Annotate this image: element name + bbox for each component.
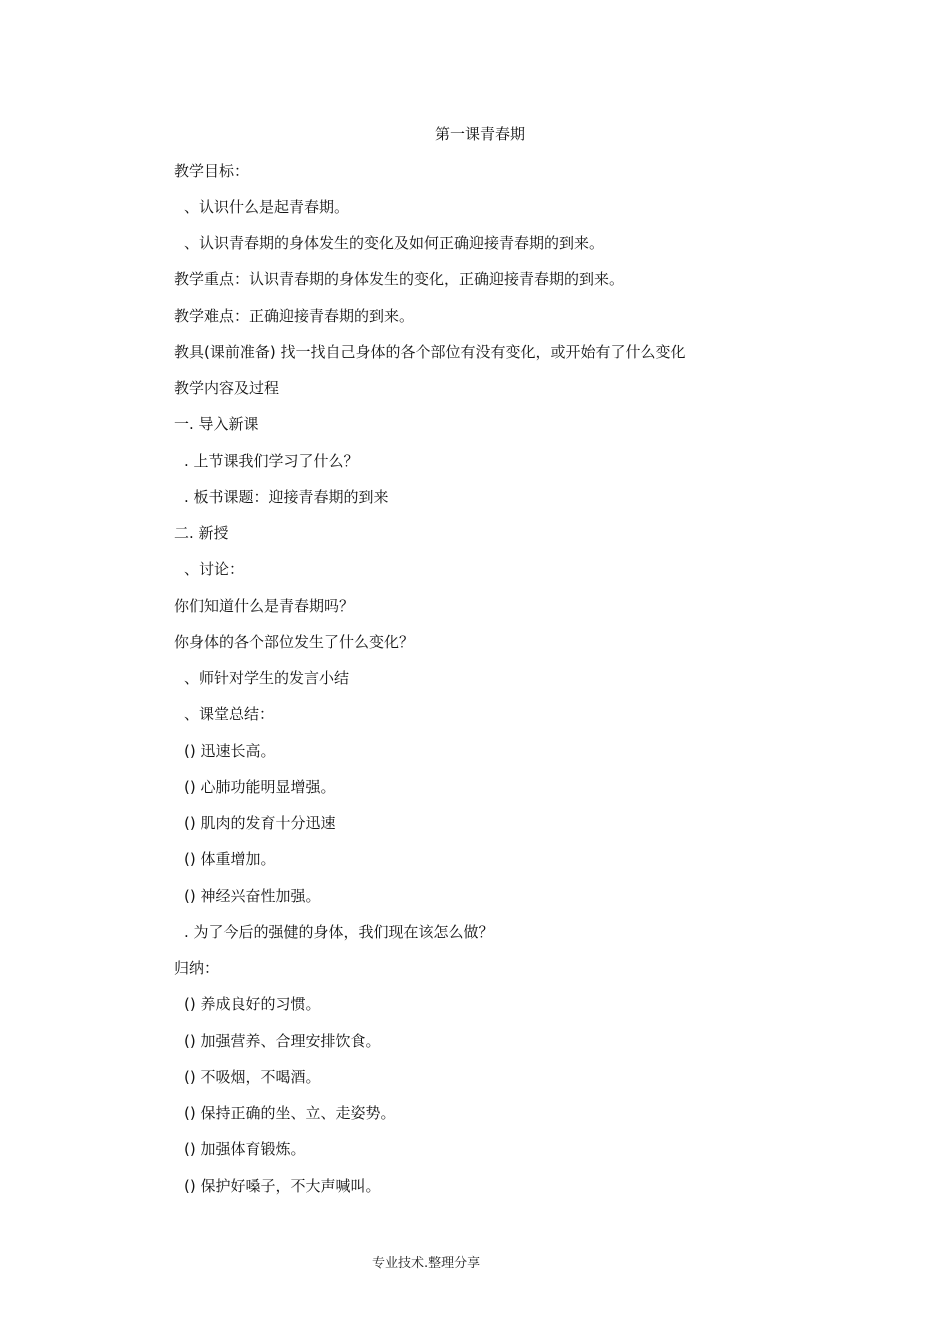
summary-item-3: () 肌肉的发育十分迅速: [184, 814, 336, 832]
page-footer: 专业技术.整理分享: [372, 1256, 481, 1271]
section-intro-heading: 一. 导入新课: [174, 415, 259, 433]
section-new-heading: 二. 新授: [174, 524, 229, 542]
intro-item-1: . 上节课我们学习了什么？: [184, 452, 359, 470]
conclusion-item-2: () 加强营养、合理安排饮食。: [184, 1032, 381, 1050]
summary-item-4: () 体重增加。: [184, 850, 276, 868]
conclusion-label: 归纳：: [174, 959, 220, 977]
conclusion-item-4: () 保持正确的坐、立、走姿势。: [184, 1104, 396, 1122]
objectives-heading: 教学目标：: [174, 162, 250, 180]
summary-item-5: () 神经兴奋性加强。: [184, 887, 321, 905]
summary-item-2: () 心肺功能明显增强。: [184, 778, 336, 796]
future-question: . 为了今后的强健的身体，我们现在该怎么做？: [184, 923, 494, 941]
question-1: 你们知道什么是青春期吗？: [174, 597, 355, 615]
key-point: 教学重点：认识青春期的身体发生的变化，正确迎接青春期的到来。: [174, 270, 625, 288]
conclusion-item-3: () 不吸烟，不喝酒。: [184, 1068, 321, 1086]
objective-item-1: 、认识什么是起青春期。: [184, 198, 350, 216]
discussion-label: 、讨论：: [184, 560, 245, 578]
difficult-point: 教学难点：正确迎接青春期的到来。: [174, 307, 415, 325]
class-summary-label: 、课堂总结：: [184, 705, 275, 723]
conclusion-item-1: () 养成良好的习惯。: [184, 995, 321, 1013]
conclusion-item-5: () 加强体育锻炼。: [184, 1140, 306, 1158]
content-heading: 教学内容及过程: [174, 379, 280, 397]
question-2: 你身体的各个部位发生了什么变化？: [174, 633, 415, 651]
teacher-summary: 、师针对学生的发言小结: [184, 669, 350, 687]
conclusion-item-6: () 保护好嗓子，不大声喊叫。: [184, 1177, 381, 1195]
page-title: 第一课青春期: [434, 125, 525, 143]
teaching-aids: 教具(课前准备) 找一找自己身体的各个部位有没有变化，或开始有了什么变化: [174, 343, 686, 361]
summary-item-1: () 迅速长高。: [184, 742, 276, 760]
objective-item-2: 、认识青春期的身体发生的变化及如何正确迎接青春期的到来。: [184, 234, 605, 252]
intro-item-2: . 板书课题：迎接青春期的到来: [184, 488, 389, 506]
